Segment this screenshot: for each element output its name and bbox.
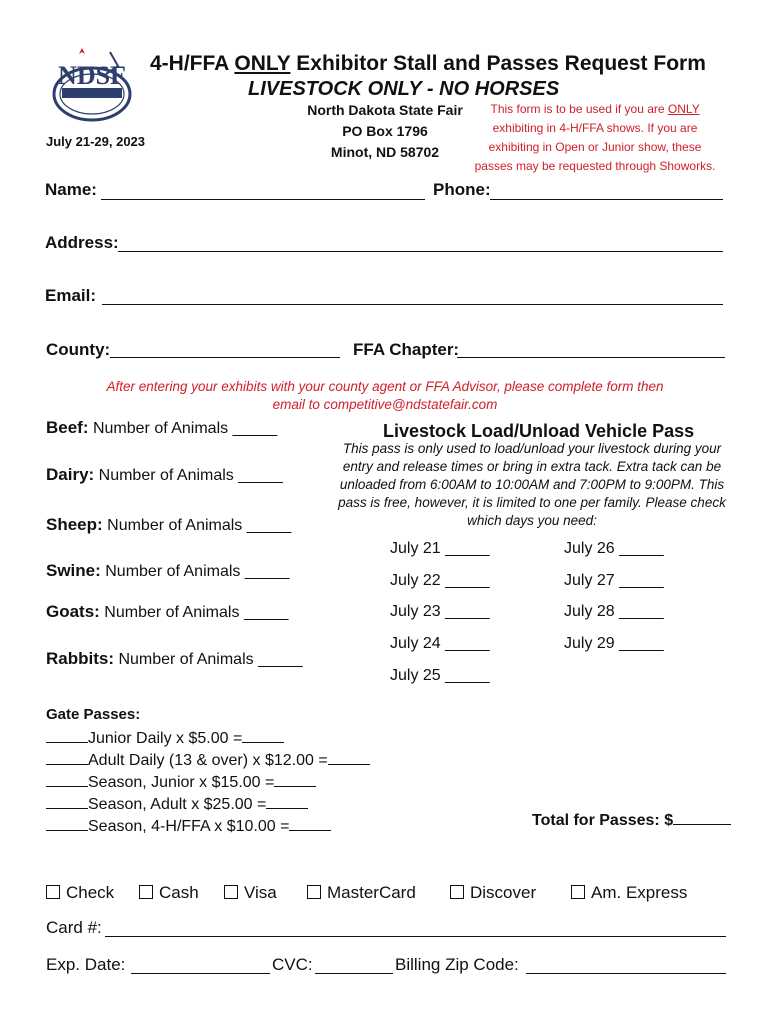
submission-instructions: After entering your exhibits with your county agent or FFA Advisor, please complete form then email to competitive@ndstatefair.com — [106, 379, 664, 412]
email-field[interactable] — [102, 304, 723, 305]
checkbox-icon[interactable] — [46, 885, 60, 899]
email-label: Email: — [45, 286, 97, 305]
gate-pass-season-junior[interactable]: Season, Junior x $15.00 = — [46, 772, 316, 792]
payment-visa[interactable]: Visa — [224, 883, 277, 903]
payment-cash[interactable]: Cash — [139, 883, 199, 903]
day-july-26[interactable]: July 26 _____ — [564, 540, 664, 557]
form-title: 4-H/FFA ONLY Exhibitor Stall and Passes Request Form — [150, 52, 706, 75]
fair-dates: July 21-29, 2023 — [46, 134, 146, 149]
ndsf-logo — [48, 44, 136, 132]
address-line: North Dakota State Fair — [307, 102, 463, 118]
day-july-22[interactable]: July 22 _____ — [390, 572, 490, 589]
fair-address — [300, 100, 470, 163]
checkbox-icon[interactable] — [307, 885, 321, 899]
payment-discover[interactable]: Discover — [450, 883, 536, 903]
card-number-label: Card #: — [46, 918, 102, 937]
day-july-29[interactable]: July 29 _____ — [564, 635, 664, 652]
gate-pass-junior-daily[interactable]: Junior Daily x $5.00 = — [46, 728, 284, 748]
address-label: Address: — [45, 233, 119, 252]
ffa-chapter-label: FFA Chapter: — [353, 340, 460, 359]
usage-notice: This form is to be used if you are ONLY exhibiting in 4-H/FFA shows. If you are exhibiting in Open or Junior show, these passes may be requested through Showorks. — [474, 102, 716, 173]
phone-field[interactable] — [490, 199, 723, 200]
gate-pass-adult-daily[interactable]: Adult Daily (13 & over) x $12.00 = — [46, 750, 370, 770]
animal-row-goats[interactable]: Goats: Number of Animals _____ — [46, 602, 289, 621]
billing-zip-label: Billing Zip Code: — [395, 955, 519, 974]
checkbox-icon[interactable] — [139, 885, 153, 899]
animal-row-dairy[interactable]: Dairy: Number of Animals _____ — [46, 465, 283, 484]
gate-passes-title: Gate Passes: — [46, 706, 141, 723]
checkbox-icon[interactable] — [450, 885, 464, 899]
animal-row-swine[interactable]: Swine: Number of Animals _____ — [46, 561, 290, 580]
day-july-24[interactable]: July 24 _____ — [390, 635, 490, 652]
exp-date-field[interactable] — [131, 973, 270, 974]
vehicle-pass-description: This pass is only used to load/unload your livestock during your entry and release times or bring in extra tack. Extra tack can be unloaded from 6:00AM to 10:00AM and 7:00PM to 9:00PM. This pass is free, however, it is limited to one per family. Please check which days you need: — [338, 441, 726, 528]
address-line: PO Box 1796 — [342, 123, 428, 139]
cvc-label: CVC: — [272, 955, 313, 974]
billing-zip-field[interactable] — [526, 973, 726, 974]
phone-label: Phone: — [433, 180, 491, 199]
day-july-23[interactable]: July 23 _____ — [390, 603, 490, 620]
ffa-chapter-field[interactable] — [457, 357, 725, 358]
animal-row-beef[interactable]: Beef: Number of Animals _____ — [46, 418, 278, 437]
payment-check[interactable]: Check — [46, 883, 114, 903]
day-july-27[interactable]: July 27 _____ — [564, 572, 664, 589]
form-subtitle: LIVESTOCK ONLY - NO HORSES — [248, 78, 560, 100]
gate-pass-season-adult[interactable]: Season, Adult x $25.00 = — [46, 794, 308, 814]
checkbox-icon[interactable] — [571, 885, 585, 899]
day-july-25[interactable]: July 25 _____ — [390, 667, 490, 684]
total-passes: Total for Passes: $ — [532, 810, 731, 830]
checkbox-icon[interactable] — [224, 885, 238, 899]
day-july-28[interactable]: July 28 _____ — [564, 603, 664, 620]
svg-text:NDSF: NDSF — [58, 61, 126, 90]
payment-amex[interactable]: Am. Express — [571, 883, 687, 903]
day-july-21[interactable]: July 21 _____ — [390, 540, 490, 557]
county-label: County: — [46, 340, 111, 359]
address-line: Minot, ND 58702 — [330, 144, 440, 160]
cvc-field[interactable] — [315, 973, 393, 974]
animal-row-rabbits[interactable]: Rabbits: Number of Animals _____ — [46, 649, 303, 668]
exp-date-label: Exp. Date: — [46, 955, 126, 974]
gate-pass-season-4h-ffa[interactable]: Season, 4-H/FFA x $10.00 = — [46, 816, 331, 836]
address-field[interactable] — [118, 251, 723, 252]
name-label: Name: — [45, 180, 97, 199]
name-field[interactable] — [101, 199, 425, 200]
animal-row-sheep[interactable]: Sheep: Number of Animals _____ — [46, 515, 292, 534]
card-number-field[interactable] — [105, 936, 726, 937]
total-field[interactable] — [673, 810, 731, 825]
payment-mastercard[interactable]: MasterCard — [307, 883, 416, 903]
county-field[interactable] — [110, 357, 340, 358]
vehicle-pass-title: Livestock Load/Unload Vehicle Pass — [383, 421, 695, 441]
